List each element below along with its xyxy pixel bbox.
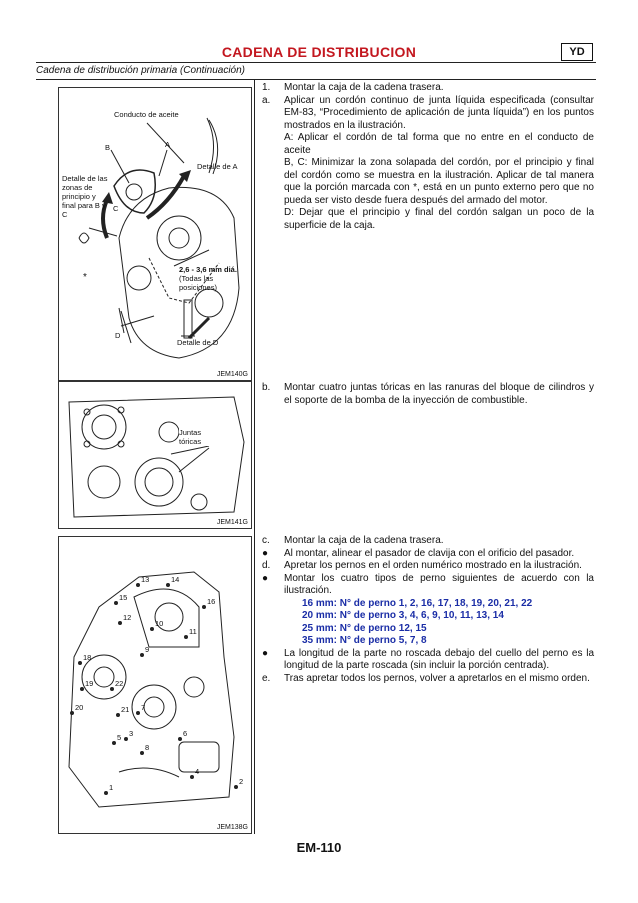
bolt-number-15: 15 xyxy=(119,593,128,602)
bullet-marker: ● xyxy=(262,647,269,659)
bolt-number-18: 18 xyxy=(83,653,92,662)
bolt-spec-20mm: 20 mm: N° de perno 3, 4, 6, 9, 10, 11, 13, 14 xyxy=(302,610,504,621)
step-marker: b. xyxy=(262,382,271,393)
bolt-hole-19 xyxy=(80,687,84,691)
step-a-note-bc: B, C: Minimizar la zona solapada del cordón, por el principio y final del cordón como se muestra en la ilustración. Aplicar de tal manera que la porción marcada con *, está en un punto externo pero que no pueda ser visto desde fuera después del armado del motor. xyxy=(284,157,594,206)
figure-liquid-gasket xyxy=(58,87,252,381)
step-1 xyxy=(262,82,594,95)
figure-code: JEM138G xyxy=(216,824,248,831)
bolt-hole-3 xyxy=(124,737,128,741)
header-rule xyxy=(36,62,596,63)
step-text: Aplicar un cordón continuo de junta líquida especificada (consultar EM-83, “Procedimiento de aplicación de junta líquida”) en los puntos mostrados en la ilustración. xyxy=(284,94,594,131)
bolt-hole-15 xyxy=(114,601,118,605)
bolt-hole-9 xyxy=(140,653,144,657)
bolt-hole-13 xyxy=(136,583,140,587)
bolt-hole-1 xyxy=(104,791,108,795)
bolt-hole-11 xyxy=(184,635,188,639)
step-text: Montar la caja de la cadena trasera. xyxy=(284,82,444,93)
step-marker: d. xyxy=(262,560,271,571)
figure-o-rings xyxy=(58,381,252,529)
bolt-number-5: 5 xyxy=(117,733,122,742)
step-text: Al montar, alinear el pasador de clavija con el orificio del pasador. xyxy=(284,547,575,559)
bolt-number-22: 22 xyxy=(115,679,124,688)
bullet-marker: ● xyxy=(262,547,269,559)
step-d-bullet-2 xyxy=(262,648,594,673)
page-number: EM-110 xyxy=(296,840,342,855)
bolt-hole-16 xyxy=(202,605,206,609)
engine-code-badge: YD xyxy=(561,43,593,61)
bolt-number-13: 13 xyxy=(141,575,150,584)
step-text: Montar la caja de la cadena trasera. xyxy=(284,535,444,546)
bolt-hole-12 xyxy=(118,621,122,625)
bolt-number-8: 8 xyxy=(145,743,150,752)
bolt-hole-21 xyxy=(116,713,120,717)
subtitle-rule xyxy=(36,79,596,80)
bolt-hole-10 xyxy=(150,627,154,631)
step-e xyxy=(262,673,594,686)
bolt-number-7: 7 xyxy=(141,703,146,712)
label-detail-d: Detalle de D xyxy=(177,338,219,347)
bolt-number-9: 9 xyxy=(145,645,150,654)
bolt-hole-22 xyxy=(110,687,114,691)
figure-code: JEM141G xyxy=(216,519,248,526)
step-text: Montar los cuatro tipos de perno siguientes de acuerdo con la ilustración. xyxy=(284,572,594,596)
bolt-number-19: 19 xyxy=(85,679,94,688)
step-a-note-a: A: Aplicar el cordón de tal forma que no entre en el conducto de aceite xyxy=(284,132,594,156)
step-text: Apretar los pernos en el orden numérico mostrado en la ilustración. xyxy=(284,560,582,571)
bolt-hole-4 xyxy=(190,775,194,779)
label-d: D xyxy=(115,331,121,340)
label-b: B xyxy=(105,143,111,152)
bolt-number-16: 16 xyxy=(207,597,216,606)
bolt-hole-5 xyxy=(112,741,116,745)
section-subtitle: Cadena de distribución primaria (Continuación) xyxy=(36,65,245,76)
bolt-number-10: 10 xyxy=(155,619,164,628)
bolt-number-4: 4 xyxy=(195,767,200,776)
steps-group-3 xyxy=(262,535,594,685)
step-c-bullet xyxy=(262,548,594,561)
step-text: Tras apretar todos los pernos, volver a apretarlos en el mismo orden. xyxy=(284,672,590,684)
label-star: * xyxy=(83,272,87,283)
label-o-rings: Juntas tóricas xyxy=(179,428,217,446)
figure-code: JEM140G xyxy=(216,371,248,378)
bolt-spec-35mm: 35 mm: N° de perno 5, 7, 8 xyxy=(302,635,427,646)
bolt-spec-16mm: 16 mm: N° de perno 1, 2, 16, 17, 18, 19, 20, 21, 22 xyxy=(302,597,533,609)
label-c: C xyxy=(113,204,119,213)
bolt-number-21: 21 xyxy=(121,705,130,714)
label-detail-bc: Detalle de las zonas de principio y final para B y C xyxy=(62,174,108,219)
bolt-hole-2 xyxy=(234,785,238,789)
gasket-diagram xyxy=(59,88,251,380)
label-oil-conduit: Conducto de aceite xyxy=(114,110,179,119)
bolt-number-14: 14 xyxy=(171,575,180,584)
bolt-number-3: 3 xyxy=(129,729,134,738)
step-text: La longitud de la parte no roscada debajo del cuello del perno es la longitud de la parte roscada (sin incluir la porción centrada). xyxy=(284,647,594,671)
bolt-number-2: 2 xyxy=(239,777,244,786)
step-marker: c. xyxy=(262,535,270,546)
steps-group-2 xyxy=(262,382,594,407)
page-title: CADENA DE DISTRIBUCION xyxy=(221,44,417,60)
step-d xyxy=(262,560,594,573)
o-rings-diagram xyxy=(59,382,251,528)
step-marker: e. xyxy=(262,672,271,684)
bullet-marker: ● xyxy=(262,572,269,584)
bolt-spec-25mm: 25 mm: N° de perno 12, 15 xyxy=(302,622,427,634)
bolt-hole-6 xyxy=(178,737,182,741)
bolt-number-11: 11 xyxy=(189,627,197,636)
column-divider xyxy=(254,79,255,834)
step-a-body xyxy=(284,95,594,233)
steps-group-1 xyxy=(262,82,594,232)
bolt-number-20: 20 xyxy=(75,703,84,712)
label-a: A xyxy=(165,140,171,149)
bolt-hole-20 xyxy=(70,711,74,715)
label-all-positions: (Todas las posiciones) xyxy=(179,274,217,292)
bolt-number-6: 6 xyxy=(183,729,188,738)
step-text: Montar cuatro juntas tóricas en las ranuras del bloque de cilindros y el soporte de la bomba de la inyección de combustible. xyxy=(284,382,594,406)
bolt-hole-7 xyxy=(136,711,140,715)
bolt-number-12: 12 xyxy=(123,613,132,622)
step-d-bullet xyxy=(262,573,594,598)
bolt-hole-8 xyxy=(140,751,144,755)
step-a xyxy=(262,95,594,233)
label-detail-a: Detalle de A xyxy=(197,162,238,171)
step-c xyxy=(262,535,594,548)
bolt-hole-14 xyxy=(166,583,170,587)
bolt-number-1: 1 xyxy=(109,783,114,792)
label-diameter: 2,6 - 3,6 mm diá. xyxy=(179,265,237,274)
step-b xyxy=(262,382,594,407)
step-marker: 1. xyxy=(262,82,271,93)
step-a-note-d: D: Dejar que el principio y final del cordón salgan un poco de la superficie de la caja. xyxy=(284,207,594,231)
step-marker: a. xyxy=(262,94,271,106)
figure-bolt-order xyxy=(58,536,252,834)
bolt-hole-18 xyxy=(78,661,82,665)
